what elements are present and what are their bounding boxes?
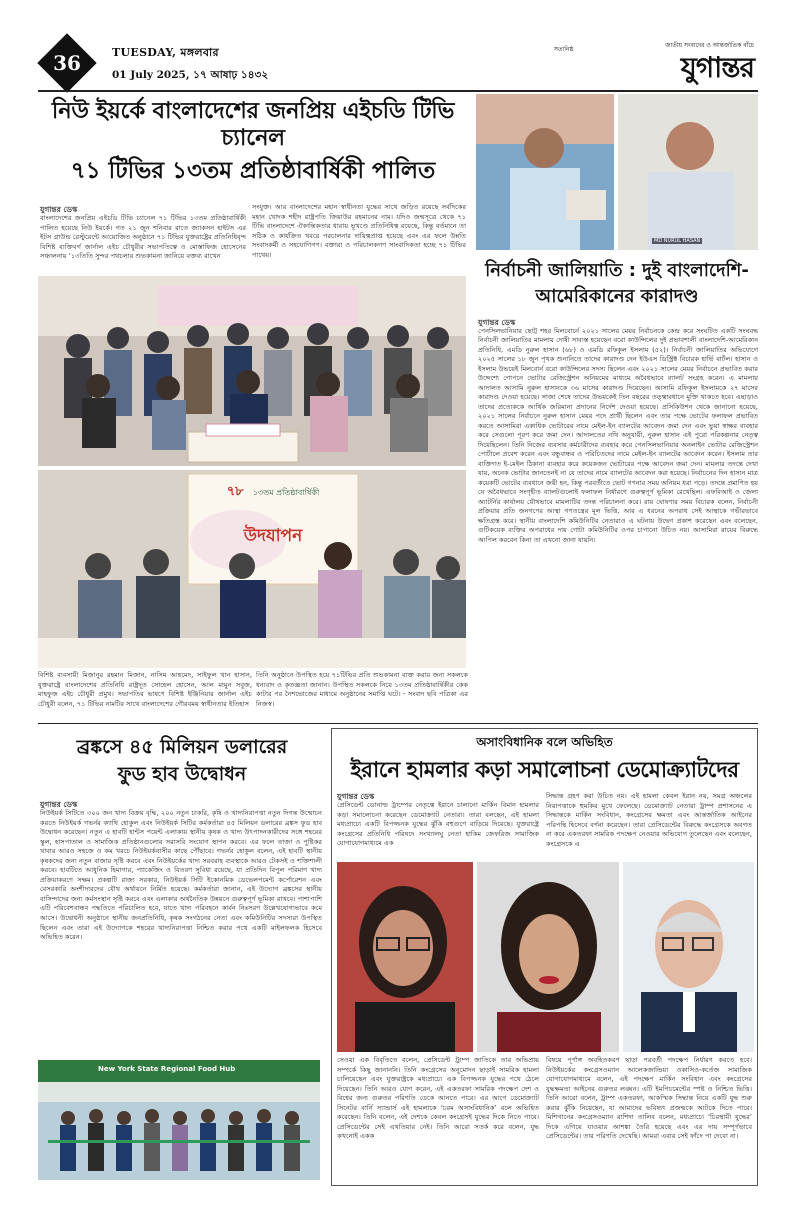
photo-foodhub-ribbon-cutting [38,1060,320,1180]
story-iran-text-col2: সিদ্ধান্ত গ্রহণ করা উচিত নয়। এই হামলা কেবল ইরান নয়, সমগ্র অঞ্চলের নিরাপত্তাকে হুমকির মুখে ফেলেছে। ডেমোক্র্যাট নেতারা ট্রাম্প প্রশাসনের এ সিদ্ধান্তকে মার্কিন সংবিধান, কংগ্রেসের ক্ষমতা এবং আন্তর্জাতিক আইনের পরিপন্থি হিসেবে বর্ণনা করেছেন। তারা প্রেসিডেন্টের বিরুদ্ধে কংগ্রেসকে অবগত না করে একতরফা সামরিক পদক্ষেপ নেওয়ার অভিযোগ তুলেছেন এবং বলেছেন, কংগ্রেসকে এ [546,792,752,848]
photo-banner-text [192,480,354,551]
photo-credit: MD NURUL HASAN [654,238,701,244]
masthead-divider [38,90,758,92]
banner-year: ৭৮ [226,484,244,499]
brand-tagline: জাতীয় সংবাদের ও আন্তর্জাতিক বাঁচে [665,42,754,49]
story-71tv-text-col2: সংযুক্ত। আর বাংলাদেশের মহান স্বাধীনতা যুদ্ধের সাথে জড়িত রয়েছে সর্বদিকের মহান খোদক শহীদ রাষ্ট্রপতি জিয়াউর রহমানের নাম। যদিও জন্মসূত্রে থেকে ৭১ টিভি বাংলাদেশে ঐকান্তিকতার ধারায় ভূখণ্ডে প্রতিনিধিত্ব রয়েছে, কিন্তু বর্তমানে তা সঠিক ও কার্যক্রিত খবরে পরচালনার দায়িত্বপ্রাপ্ত হয়েছে এবং এর ফলে উন্নতি সংবাদকর্মী ও সহযোগিগণ। বক্তারা ও পরিচালকগণ সাংবাদিকতা হচ্ছে ৭১ টিভির পাথেয়। [252,203,466,259]
masthead [38,38,758,88]
story-foodhub-headline-line2: ফুড হাব উদ্বোধন [117,762,247,785]
story-foodhub-headline-line1: ব্রঙ্কসে ৪৫ মিলিয়ন ডলারের [76,736,288,758]
photo-rashida-tlaib [337,862,473,1052]
story-iran-kicker: অসাংবিধানিক বলে অভিহিত [476,735,613,749]
banner-celebration: উদযাপন [243,526,303,546]
story-71tv-headline-line1: নিউ ইয়র্কে বাংলাদেশের জনপ্রিয় এইচডি টিভি চ্যানেল [51,98,455,151]
issue-day: TUESDAY, মঙ্গলবার [112,46,219,59]
story-71tv-caption-col1: বিশিষ্ট ব্যবসায়ী মিজানুর রহমান মিজান, নাসিম আহমেদ, সাইফুল খান হাসান, যুক্তরাষ্ট্রে বাংলাদেশের প্রতিনিধি রাষ্ট্রদূত সোহেল হোসেন, আল মামুন সবুজ, মাহফুজ এইচ চৌধুরী প্রমুখ। সভাপতির ভাষণে বিশিষ্ট ইঞ্জিনিয়ার জার্নাল এইচ চৌধুরী বলেন, ৭১ টিভির নামটির সাথে বাংলাদেশের গৌরবময় স্বাধীনতার ইতিহাস [38,671,252,708]
story-iran-byline: যুগান্তর ডেস্ক [337,792,375,801]
story-71tv-byline: যুগান্তর ডেস্ক [40,205,78,214]
story-fraud-headline-line2: আমেরিকানের কারাদণ্ড [535,285,699,307]
date-block [112,44,268,85]
page-number-badge [37,33,96,92]
page-number: 36 [53,51,81,75]
photo-aoc [477,862,619,1052]
photo-71tv-cake-cutting [38,276,466,466]
story-fraud-headline [476,254,758,314]
photo-bernie-sanders [623,862,754,1052]
story-fraud-headline-line1: নির্বাচনী জালিয়াতি : দুই বাংলাদেশি- [485,260,749,281]
story-71tv-headline-line2: ৭১ টিভির ১৩তম প্রতিষ্ঠাবার্ষিকী পালিত [70,158,436,184]
story-71tv-caption-col2: তিনি অনুষ্ঠানে উপস্থিত হয়ে ৭১টিভির প্রতি শুভকামনা ব্যক্ত করার জন্য সকলকে ধন্যবাদ ও কৃতজ্ঞতা জানান। উপস্থিত সকলকে নিয়ে ১৩তম প্রতিষ্ঠাবার্ষিকীর কেক কাটার পর নৈশভোজের মাধ্যমে অনুষ্ঠানের সমাপ্তি ঘটে। - সংবাদ ছবি পত্রিকা এর নিজস্ব। [256,671,468,708]
photo-nurul-hasan [476,94,614,250]
story-iran-text-col3: সেওয়া এক বিবৃতিতে বলেন, প্রেসিডেন্ট ট্রাম্প জাতিকে তার অভিপ্রায় সম্পর্কে কিছু জানাননি। তিনি কংগ্রেসের অনুমোদন ছাড়াই সামরিক হামলা চালিয়েছেন এবং যুক্তরাষ্ট্রকে মধ্যপ্রাচ্যে এক বিপজ্জনক যুদ্ধের পথে ঠেলে দিয়েছেন। তিনি আরও যোগ করেন, এই একতরফা সামরিক পদক্ষেপ দেশ ও বিশ্বের জন্য গুরুতর পরিণতি ডেকে আনতে পারে। এর আগে ডেমোক্র্যাট সিনেটর বার্নি স্যান্ডার্স এই হামলাকে ‘চরম অসাংবিধানিক’ বলে অভিহিত করেছেন। তিনি বলেন, এই দেশকে কেবল কংগ্রেসই যুদ্ধের দিকে নিতে পারে। প্রেসিডেন্টের সেই এখতিয়ার নেই। তিনি আরো সতর্ক করে বলেন, যুদ্ধ কখনোই একক [337,1056,539,1141]
story-71tv-headline [38,94,468,200]
brand-tagline-small: সত্যনিষ্ঠ [554,46,574,53]
photo-rafiqul-islam [618,94,758,250]
story-foodhub-text: নিউইয়র্ক সিটিতে ৩০০ জন খাদ্য বিক্রয় বৃদ্ধি, ২০০ নতুন চাকরি, কৃষি ও খাদ্যনিরাপত্তা নতুন দিগন্ত উন্মোচন করতে নিউইয়র্ক গভর্নর ক্যাথি হোকুল এবং নিউইয়র্ক সিটির কর্মকর্তারা ৪৫ মিলিয়ন ডলারের ব্রঙ্কস ফুড হাব উদ্বোধন করেছেন। নতুন এ হাবটি হান্টস পয়েন্ট এলাকায় স্থানীয় কৃষক ও খাদ্য উৎপাদনকারীদের সঙ্গে শহরের স্কুল, হাসপাতাল ও সামাজিক প্রতিষ্ঠানগুলোর সরাসরি সংযোগ স্থাপন করবে। এর ফলে তাজা ও পুষ্টিকর খাবার আরও সহজে ও কম খরচে নিউইয়র্কবাসীর কাছে পৌঁছাবে। গভর্নর হোকুল বলেন, এই হাবটি স্থানীয় কৃষকদের জন্য নতুন বাজার সৃষ্টি করবে এবং নিউইয়র্কের খাদ্য সরবরাহ ব্যবস্থাকে আরও টেকসই ও শক্তিশালী করবে। হাবটিতে আধুনিক হিমাগার, প্যাকেজিং ও বিতরণ সুবিধা রয়েছে, যা প্রতিদিন বিপুল পরিমাণ খাদ্য প্রক্রিয়াকরণে সক্ষম। প্রকল্পটি রাজ্য সরকার, নিউইয়র্ক সিটি ইকোনমিক ডেভেলপমেন্ট কর্পোরেশন এবং বেসরকারি অংশীদারদের যৌথ অর্থায়নে নির্মিত হয়েছে। কর্মকর্তারা জানান, এই উদ্যোগ ব্রঙ্কসের স্থানীয় বাসিন্দাদের জন্য কর্মসংস্থান সৃষ্টি করবে এবং এলাকার অর্থনৈতিক উন্নয়নে গুরুত্বপূর্ণ ভূমিকা রাখবে। পাশাপাশি এটি পরিবেশবান্ধব পদ্ধতিতে পরিচালিত হবে, যাতে খাদ্য পরিবহনে কার্বন নিঃসরণ উল্লেখযোগ্যভাবে কমে আসে। উদ্বোধনী অনুষ্ঠানে স্থানীয় জনপ্রতিনিধি, কৃষক সংগঠনের নেতা এবং কমিউনিটির সদস্যরা উপস্থিত ছিলেন এবং তারা এই উদ্যোগকে শহরের খাদ্যনিরাপত্তা নিশ্চিত করার পথে একটি মাইলফলক হিসেবে অভিহিত করেন। [40,809,322,942]
story-iran-text-col4: বিষয়ে পূর্ণাঙ্গ অবহিতকরণ ছাড়া পরবর্তী পদক্ষেপ নির্ধারণ করতে হবে। নিউইয়র্কের কংগ্রেসওম্যান আলেকজান্দ্রিয়া ওকাসিও-কর্তেজ সামাজিক যোগাযোগমাধ্যমে বলেন, এই পদক্ষেপ মার্কিন সংবিধান এবং কংগ্রেসের যুদ্ধক্ষমতা আইনের গুরুতর লঙ্ঘন। এটি ইমপিচমেন্টের স্পষ্ট ও নিশ্চিত ভিত্তি। তিনি আরো বলেন, ট্রাম্প একতরফা, আকস্মিক সিদ্ধান্ত নিয়ে একটি যুদ্ধ শুরু করার ঝুঁকি নিয়েছেন, যা আমাদের ভবিষ্যৎ প্রজন্মকে আটকে দিতে পারে। মিশিগানের কংগ্রেসওম্যান রাশিদা তালিব বলেন, মধ্যপ্রাচ্যে ‘চিরস্থায়ী যুদ্ধের’ দিকে এগিয়ে যাওয়ার আশঙ্কা তৈরি হয়েছে এবং এর দায় সম্পূর্ণভাবে প্রেসিডেন্টের। তার পরিণতি দেখেছি। আমরা এবার সেই ফাঁদে পা দেবো না। [546,1056,752,1141]
newspaper-logo: যুগান্তর [680,51,754,84]
story-foodhub-byline: যুগান্তর ডেস্ক [40,800,78,809]
photo-71tv-celebration-banner [38,470,466,668]
story-iran-headline: ইরানে হামলার কড়া সমালোচনা ডেমোক্র্যাটদের [350,758,739,783]
banner-subtitle: ১৩তম প্রতিষ্ঠাবার্ষিকী [252,488,320,497]
story-71tv-text-col1: বাংলাদেশের জনপ্রিয় এইচডি টিভি চ্যানেল ৭১ টিভির ১৩তম প্রতিষ্ঠাবার্ষিকী পালিত হয়েছে নিউ ইয়র্কে। গত ২১ জুন শনিবার রাতে জ্যাকসন হাইটস এর ইটস গ্রাউন্ড রেস্টুরেন্টে আয়োজিত অনুষ্ঠানে ৭১ টিভির যুক্তরাষ্ট্রের প্রতিনিধিবৃন্দ বিশিষ্ট ব্যক্তিবর্গ জার্নাল এইচ চৌধুরীর সভাপতিত্বে ও মোস্তাফিজ হোসেনের সঞ্চালনায় ‘১৩তিতি সুন্দর পথচলার শুভকামনা জানিয়ে বক্তব্য রাখেন [40,214,246,261]
newspaper-brand [554,40,754,88]
story-iran-text-col1: প্রেসিডেন্ট ডোনাল্ড ট্রাম্পের নেতৃত্বে ইরানে চালানো মার্কিন বিমান হামলার কড়া সমালোচনা করেছেন ডেমোক্র্যাট নেতারা। তারা বলছেন, এই হামলা মধ্যপ্রাচ্যে একটি বিপজ্জনক যুদ্ধের ঝুঁকি বহুগুণে বাড়িয়ে দিয়েছে। যুক্তরাষ্ট্রে কংগ্রেসের প্রতিনিধি পরিষদে সংখ্যালঘু নেতা হাকিম জেফরিজ সামাজিক যোগাযোগমাধ্যমে এক [337,801,539,848]
story-fraud-byline: যুগান্তর ডেস্ক [478,318,516,327]
issue-date: 01 July 2025, ১৭ আষাঢ় ১৪৩২ [112,69,269,81]
story-fraud-text: পেনসিলভানিয়ার ছোট্ট শহর মিলবোর্নে ২০২১ সালের মেয়র নির্বাচনকে কেন্দ্র করে সংঘটিত একটি সংঘবদ্ধ নির্বাচনী জালিয়াতির মামলায় দোষী সাব্যস্ত হয়েছেন বরো কাউন্সিলের দুই প্রভাবশালী বাংলাদেশি-আমেরিকান প্রতিনিধি, এমডি নুরুল হাসান (৬৮) ও এমডি রফিকুল ইসলাম (৫২)। নির্বাচনী জালিয়াতির অভিযোগে ২০২৫ সালের ১৮ জুন পৃথক শুনানিতে তাদের কারাদণ্ড দেন ইউএস ডিস্ট্রিক্ট বিচারক হার্ভি বার্টল। হাসান ও ইসলাম উভয়েই মিলবোর্ন বরো কাউন্সিলের সদস্য ছিলেন এবং ২০২১ সালের মেয়র নির্বাচনে প্রভাবিত করার উদ্দেশ্যে গোপনে ভোটার রেজিস্ট্রেশন অনিয়মের মাধ্যমে অবৈধভাবে ব্যালট সংগ্রহ করেন। এ মামলায় আদালত আসামি নুরুল হাসানকে ৩৬ মাসের কারাদণ্ড দিয়েছেন। আসামি রফিকুল ইসলামকে ২৭ মাসের কারাদণ্ড দেওয়া হয়েছে। সাজা শেষে তাদের উভয়কেই তিন বছরের তত্ত্বাবধানে মুক্তি থাকতে হবে। এছাড়াও তাদের প্রত্যেককে আর্থিক জরিমানা প্রদানের নির্দেশ দেওয়া হয়েছে। প্রসিকিউশন থেকে জানানো হয়েছে, ২০২১ সালের নির্বাচনে নুরুল হাসান মেয়র পদে প্রার্থী ছিলেন এবং তার পক্ষে ভোটের ফলাফল প্রভাবিত করতে আসামিরা একাধিক ভোটারের নামে মেইল-ইন ব্যালটের আবেদন জমা দেন এবং ভুয়া স্বাক্ষর ব্যবহার করে সেগুলো পূরণ করে জমা দেন। আদালতের নথি অনুযায়ী, নুরুল হাসান এই পুরো পরিকল্পনার নেতৃত্ব দিয়েছিলেন। তিনি নিজের ব্যবসার কর্মচারীদের ব্যবহার করে পেনসিলভানিয়ার অনলাইন ভোটার রেজিস্ট্রেশন পোর্টালে প্রবেশ করেন এবং বন্ধুবান্ধব ও পরিচিতদের নামে মেইল-ইন ব্যালটের আবেদন করেন। ইসলাম তার ব্যক্তিগত ই-মেইল ঠিকানা ব্যবহার করে কয়েকজন ভোটারের পক্ষে আবেদন জমা দেন। মামলার তদন্তে দেখা যায়, অনেক ভোটার জানতেনই না যে তাদের নামে ব্যালটের আবেদন করা হয়েছে। নির্বাচনের দিন হাসান মাত্র কয়েকটি ভোটের ব্যবধানে জয়ী হন, কিন্তু পরবর্তীতে ভোট গণনার সময় অনিয়ম ধরা পড়ে। তদন্তে প্রমাণিত হয় যে অবৈধভাবে সংগৃহীত ব্যালটগুলোই ফলাফল নির্ধারণে গুরুত্বপূর্ণ ভূমিকা রেখেছিল। এফবিআই ও জেলা অ্যাটর্নির কার্যালয় যৌথভাবে মামলাটির তদন্ত পরিচালনা করে। রায় ঘোষণার সময় বিচারক বলেন, নির্বাচনী প্রক্রিয়ার প্রতি জনগণের আস্থা গণতন্ত্রের মূল ভিত্তি, আর এ ধরনের অপরাধ সেই আস্থাকে গভীরভাবে ক্ষতিগ্রস্ত করে। স্থানীয় বাংলাদেশি কমিউনিটির নেতারাও এ ঘটনায় উদ্বেগ প্রকাশ করেছেন এবং বলেছেন, গুটিকয়েক ব্যক্তির অপরাধের দায় গোটা কমিউনিটির ওপর চাপানো উচিত নয়। আসামিরা রায়ের বিরুদ্ধে আপিল করবেন কিনা তা এখনো জানা যায়নি। [478,327,758,544]
foodhub-photo-banner: New York State Regional Food Hub [98,1065,236,1073]
story-foodhub-headline [38,728,326,796]
section-divider [38,723,758,724]
